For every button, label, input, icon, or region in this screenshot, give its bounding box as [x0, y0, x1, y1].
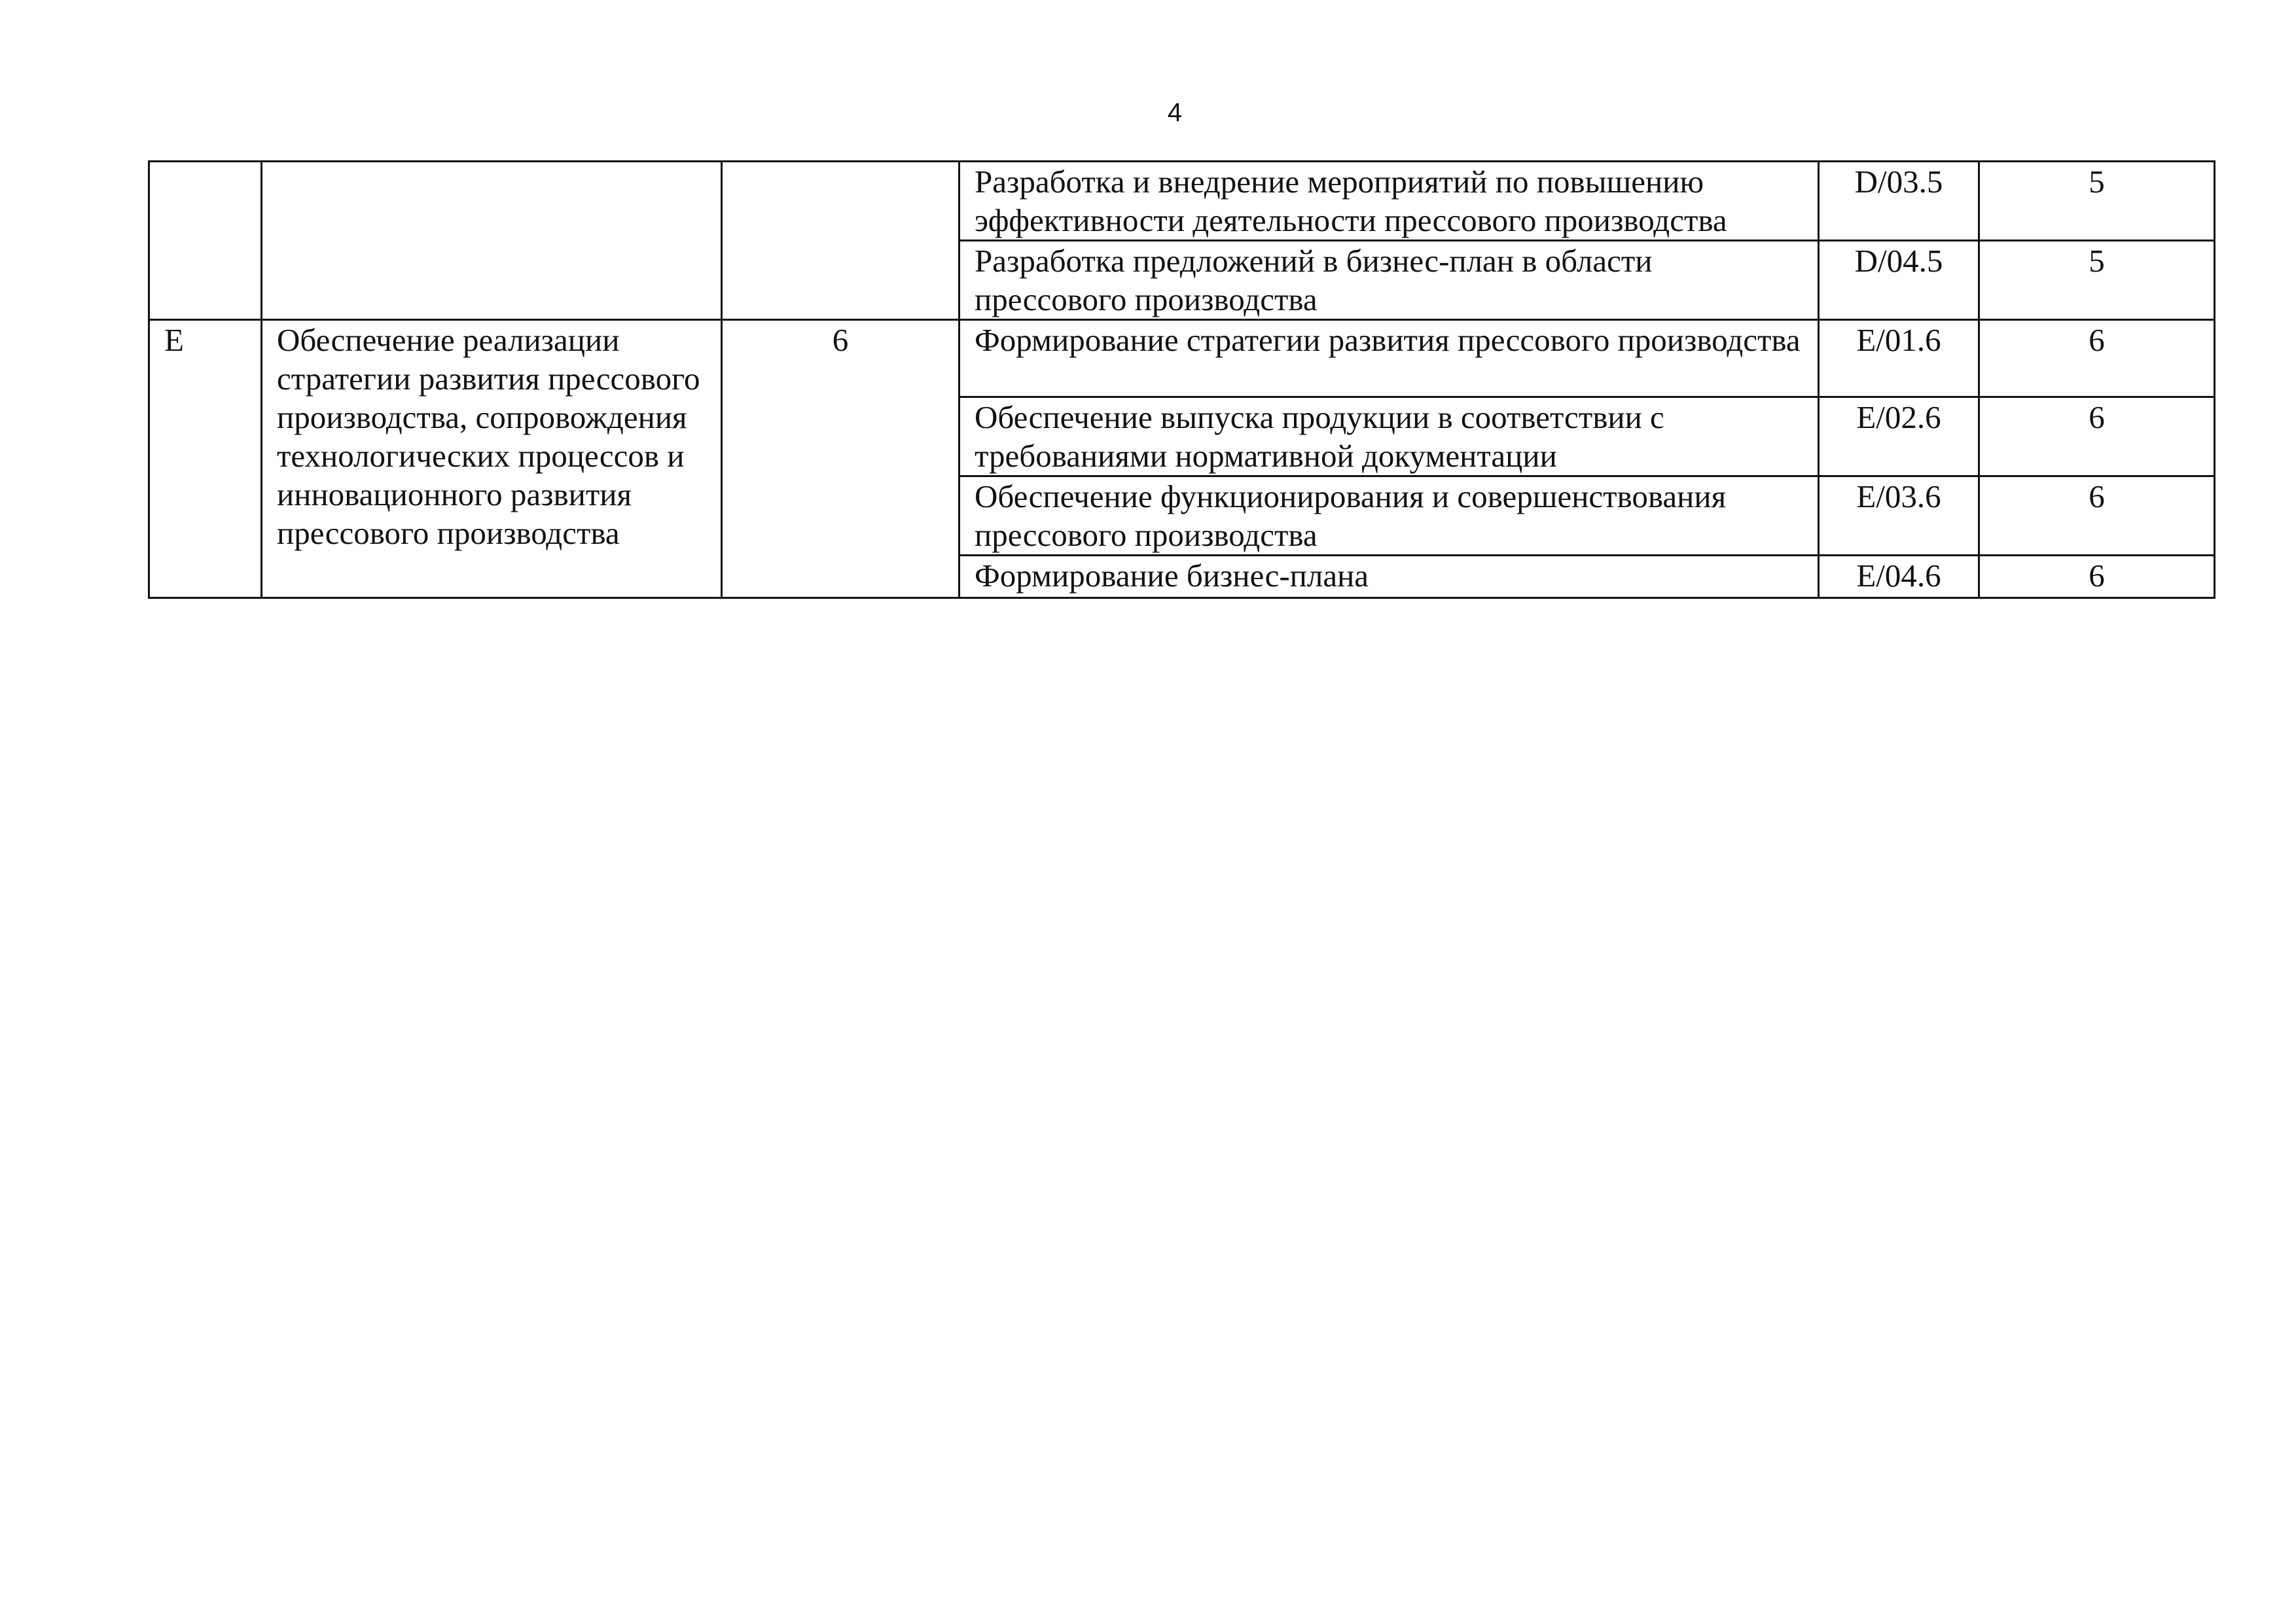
generalized-function-code-cell: E: [149, 320, 262, 598]
sub-qualification-level-cell: 6: [1979, 397, 2215, 476]
sub-qualification-level-cell: 6: [1979, 556, 2215, 598]
labor-function-name-cell: Обеспечение выпуска продукции в соответствии с требованиями нормативной документации: [960, 397, 1819, 476]
page-number: 4: [1167, 98, 1183, 127]
labor-function-name-cell: Формирование бизнес-плана: [960, 556, 1819, 598]
table-row: [149, 162, 2215, 241]
labor-function-name-cell: Формирование стратегии развития прессового производства: [960, 320, 1819, 397]
sub-qualification-level-cell: 6: [1979, 476, 2215, 556]
labor-function-name-cell: Разработка и внедрение мероприятий по повышению эффективности деятельности прессового производства: [960, 162, 1819, 241]
labor-function-name-cell: Обеспечение функционирования и совершенствования прессового производства: [960, 476, 1819, 556]
labor-functions-table: [148, 160, 2215, 599]
generalized-function-name-cell: Обеспечение реализации стратегии развития прессового производства, сопровождения технологических процессов и инновационного развития прессового производства: [262, 320, 722, 598]
labor-function-code-cell: D/03.5: [1819, 162, 1979, 241]
labor-function-name-cell: Разработка предложений в бизнес-план в области прессового производства: [960, 241, 1819, 320]
labor-function-code-cell: E/04.6: [1819, 556, 1979, 598]
sub-qualification-level-cell: 5: [1979, 162, 2215, 241]
sub-qualification-level-cell: 5: [1979, 241, 2215, 320]
labor-function-code-cell: E/02.6: [1819, 397, 1979, 476]
labor-function-code-cell: E/03.6: [1819, 476, 1979, 556]
table-row: [149, 320, 2215, 397]
sub-qualification-level-cell: 6: [1979, 320, 2215, 397]
generalized-function-code-cell: [149, 162, 262, 320]
qualification-level-cell: [722, 162, 960, 320]
labor-function-code-cell: D/04.5: [1819, 241, 1979, 320]
labor-function-code-cell: E/01.6: [1819, 320, 1979, 397]
qualification-level-cell: 6: [722, 320, 960, 598]
generalized-function-name-cell: [262, 162, 722, 320]
